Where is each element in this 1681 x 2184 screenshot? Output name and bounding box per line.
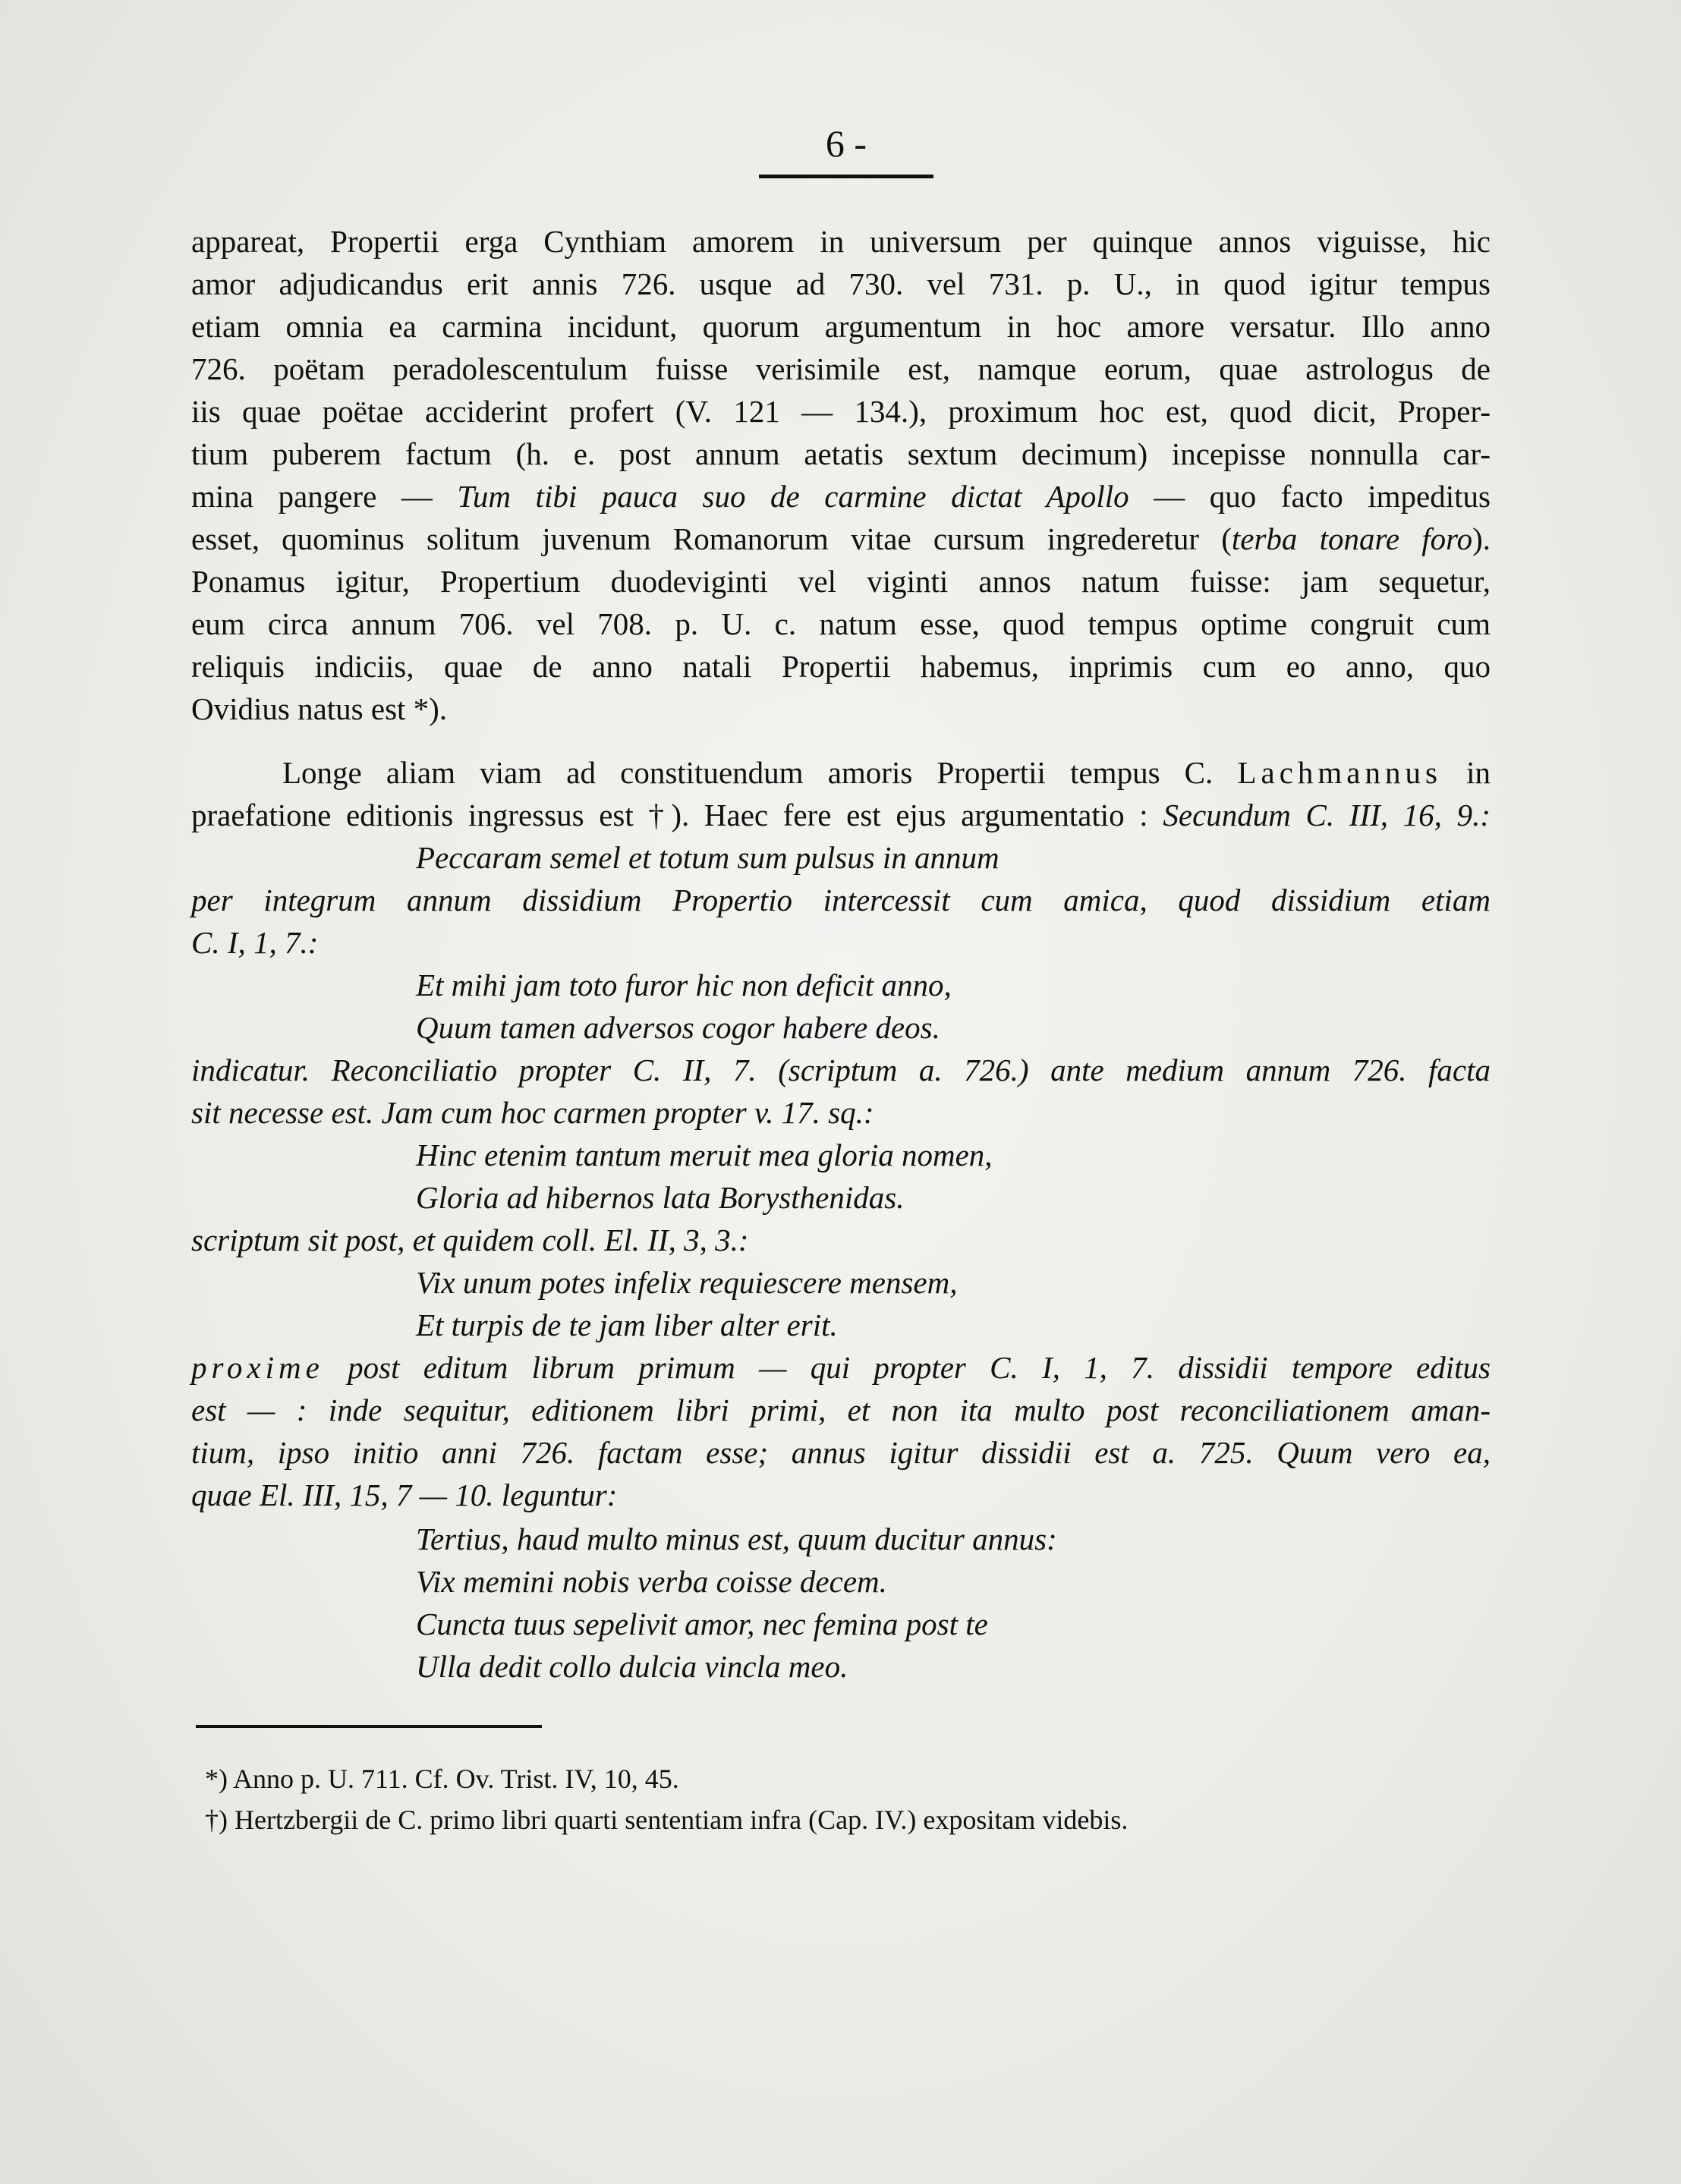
text-line: C. I, 1, 7.: — [191, 925, 319, 960]
text-line: mina pangere — Tum tibi pauca suo de carmine dictat Apollo — quo facto impeditus — [191, 479, 1491, 514]
text-line: per integrum annum dissidium Propertio intercessit cum amica, quod dissidium etiam — [191, 883, 1491, 917]
text-line: Ovidius natus est *). — [191, 691, 448, 726]
footnote-rule — [196, 1725, 542, 1728]
text-line: quae El. III, 15, 7 — 10. leguntur: — [191, 1478, 618, 1512]
verse-line: Et mihi jam toto furor hic non deficit anno, — [416, 968, 952, 1002]
verse-line: Et turpis de te jam liber alter erit. — [416, 1308, 838, 1342]
verse-line: Ulla dedit collo dulcia vincla meo. — [416, 1649, 848, 1684]
text-line: scriptum sit post, et quidem coll. El. II, 3, 3.: — [191, 1223, 749, 1257]
text-line: Ponamus igitur, Propertium duodeviginti vel viginti annos natum fuisse: jam sequetur, — [191, 564, 1491, 599]
verse-line: Cuncta tuus sepelivit amor, nec femina post te — [416, 1607, 988, 1641]
text-line: tium, ipso initio anni 726. factam esse; annus igitur dissidii est a. 725. Quum vero ea, — [191, 1435, 1491, 1470]
text-line: tium puberem factum (h. e. post annum aetatis sextum decimum) incepisse nonnulla car- — [191, 436, 1491, 471]
verse-line: Quum tamen adversos cogor habere deos. — [416, 1010, 940, 1045]
paragraph-2-cont — [191, 1219, 1491, 1261]
footnote: *) Anno p. U. 711. Cf. Ov. Trist. IV, 10, 45. — [205, 1764, 679, 1794]
text-line: eum circa annum 706. vel 708. p. U. c. natum esse, quod tempus optime congruit cum — [191, 606, 1491, 641]
quoted-phrase: terba tonare foro — [1231, 521, 1473, 556]
paragraph-2 — [191, 751, 1491, 836]
spaced-name: Lachmannus — [1237, 755, 1442, 790]
verse-line: Peccaram semel et totum sum pulsus in annum — [416, 840, 999, 875]
paragraph-2-cont — [191, 879, 1491, 964]
text-line: praefatione editionis ingressus est †). Haec fere est ejus argumentatio : Secundum C. III, 16, 9.: — [191, 798, 1491, 832]
verse-line: Tertius, haud multo minus est, quum ducitur annus: — [416, 1522, 1057, 1556]
text-line: reliquis indiciis, quae de anno natali Propertii habemus, inprimis cum eo anno, quo — [191, 649, 1491, 684]
paragraph-2-cont — [191, 1049, 1491, 1134]
footnote: †) Hertzbergii de C. primo libri quarti sententiam infra (Cap. IV.) expositam videbis. — [205, 1805, 1129, 1835]
text-line: esset, quominus solitum juvenum Romanorum vitae cursum ingrederetur (terba tonare foro). — [191, 521, 1491, 556]
verse-line: Hinc etenim tantum meruit mea gloria nomen, — [416, 1138, 993, 1172]
text-line: proxime post editum librum primum — qui propter C. I, 1, 7. dissidii tempore editus — [191, 1350, 1491, 1385]
verse-line: Vix memini nobis verba coisse decem. — [416, 1564, 887, 1599]
text-line: sit necesse est. Jam cum hoc carmen propter v. 17. sq.: — [191, 1095, 874, 1130]
page-number: 6 - — [825, 122, 867, 165]
text-line: amor adjudicandus erit annis 726. usque ad 730. vel 731. p. U., in quod igitur tempus — [191, 266, 1491, 301]
verse-line: Vix unum potes infelix requiescere mensem, — [416, 1265, 958, 1300]
text-line: indicatur. Reconciliatio propter C. II, 7. (scriptum a. 726.) ante medium annum 726. facta — [191, 1053, 1491, 1087]
header-rule — [759, 175, 933, 178]
text-line: etiam omnia ea carmina incidunt, quorum argumentum in hoc amore versatur. Illo anno — [191, 309, 1491, 344]
text-line: 726. poëtam peradolescentulum fuisse verisimile est, namque eorum, quae astrologus de — [191, 351, 1491, 386]
verse-line: Gloria ad hibernos lata Borysthenidas. — [416, 1180, 905, 1215]
quoted-verse: Tum tibi pauca suo de carmine dictat Apollo — [457, 479, 1129, 514]
spaced-word: proxime — [191, 1350, 324, 1385]
text-line: Longe aliam viam ad constituendum amoris Propertii tempus C. Lachmannus in — [282, 755, 1491, 790]
paragraph-1 — [191, 220, 1491, 730]
paragraph-2-cont — [191, 1346, 1491, 1516]
text-line: appareat, Propertii erga Cynthiam amorem in universum per quinque annos viguisse, hic — [191, 224, 1491, 259]
text-line: est — : inde sequitur, editionem libri primi, et non ita multo post reconciliationem aman- — [191, 1393, 1491, 1427]
text-line: iis quae poëtae acciderint profert (V. 121 — 134.), proximum hoc est, quod dicit, Proper- — [191, 394, 1491, 429]
